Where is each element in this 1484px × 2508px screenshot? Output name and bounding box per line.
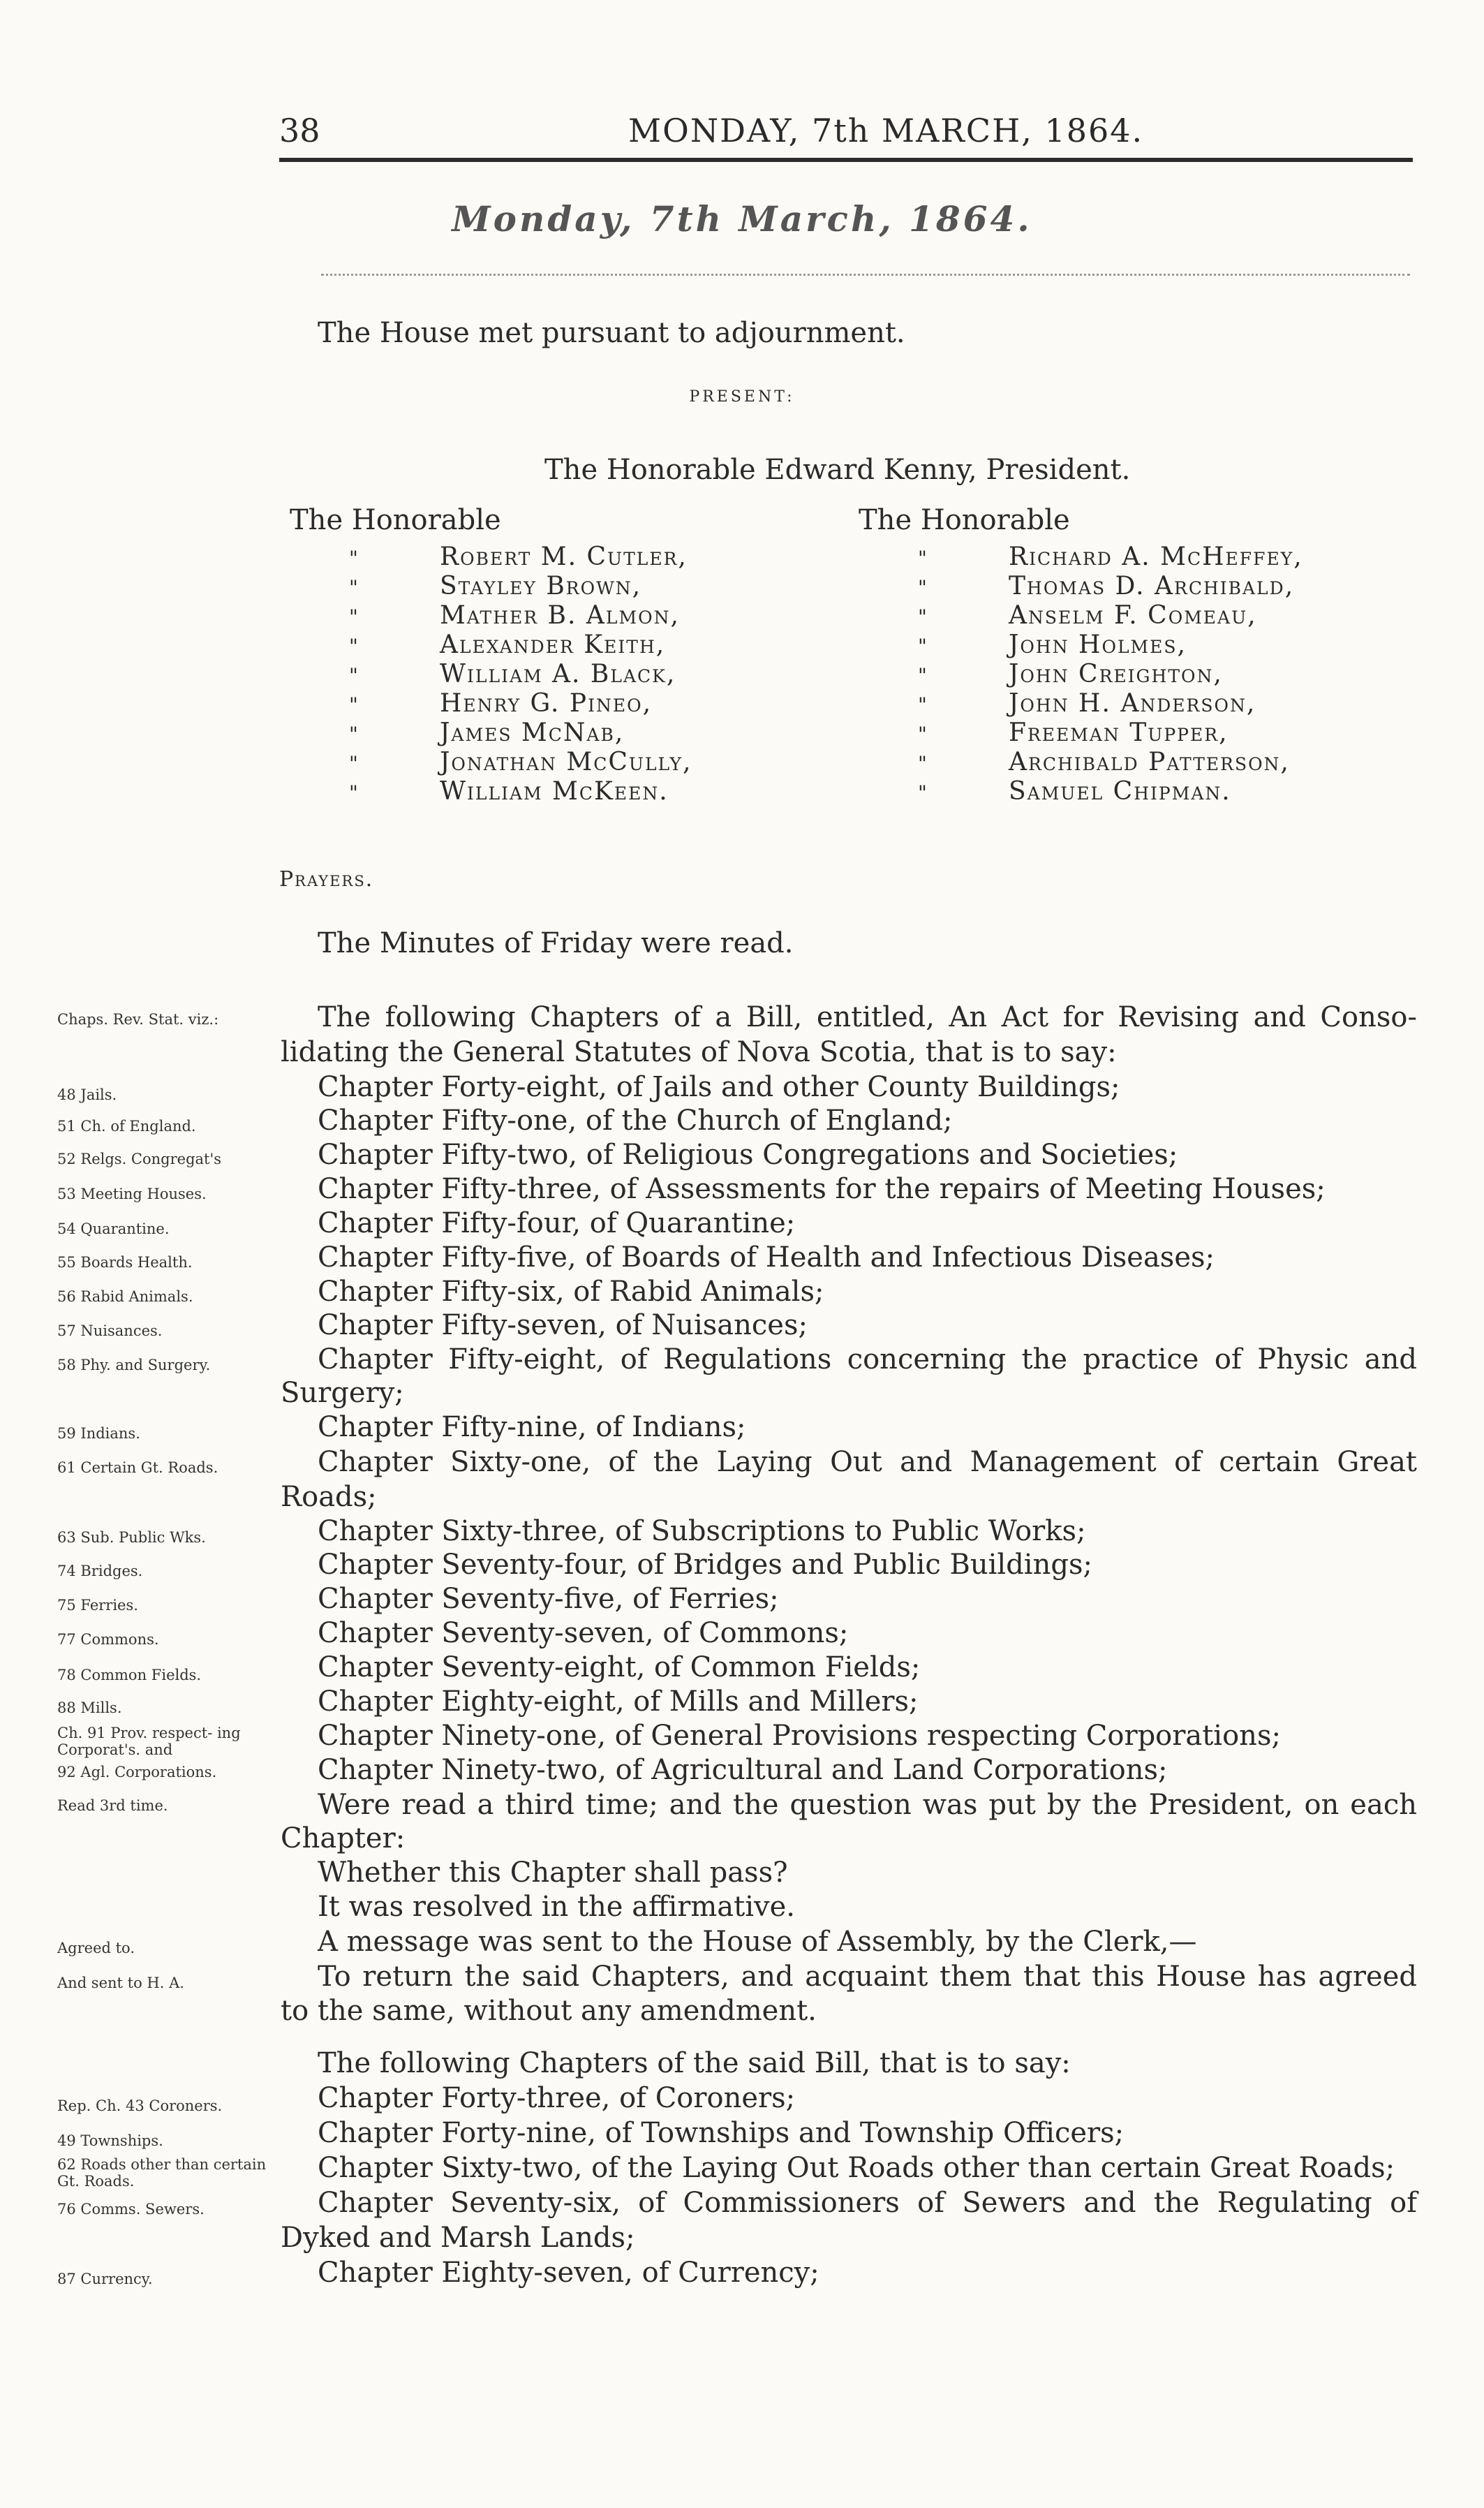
ditto-mark: "	[918, 781, 927, 804]
member-name: John H. Anderson,	[1009, 689, 1256, 718]
member-row	[290, 543, 688, 570]
member-row	[290, 777, 669, 805]
margin-note: 61 Certain Gt. Roads.	[57, 1459, 218, 1476]
member-name: William McKeen.	[440, 777, 669, 806]
member-row	[859, 777, 1231, 805]
body-line: The following Chapters of a Bill, entitled, An Act for Revising and Conso-	[318, 1001, 1417, 1033]
body-line: Chapter Eighty-eight, of Mills and Millers;	[318, 1685, 919, 1718]
body-line: Chapter Seventy-eight, of Common Fields;	[318, 1651, 921, 1683]
member-name: Samuel Chipman.	[1009, 777, 1231, 806]
margin-note: Chaps. Rev. Stat. viz.:	[57, 1011, 219, 1028]
body-line: Chapter Seventy-four, of Bridges and Public Buildings;	[318, 1549, 1092, 1581]
margin-note: 58 Phy. and Surgery.	[57, 1357, 211, 1373]
member-row	[290, 689, 652, 717]
body-line: Chapter Fifty-eight, of Regulations concerning the practice of Physic and	[318, 1343, 1417, 1375]
member-row	[859, 689, 1256, 717]
member-name: Jonathan McCully,	[440, 748, 692, 776]
body-line: Chapter Seventy-seven, of Commons;	[318, 1617, 849, 1649]
member-row	[290, 748, 692, 776]
body-line: Chapter Ninety-one, of General Provisions respecting Corporations;	[318, 1720, 1281, 1752]
body-line: Chapter Forty-eight, of Jails and other County Buildings;	[318, 1071, 1120, 1103]
margin-note: 76 Comms. Sewers.	[57, 2201, 205, 2218]
margin-note: 62 Roads other than certain Gt. Roads.	[57, 2156, 267, 2190]
ditto-mark: "	[349, 547, 358, 570]
member-name: Archibald Patterson,	[1009, 748, 1290, 776]
ditto-mark: "	[349, 781, 358, 804]
running-head: MONDAY, 7th MARCH, 1864.	[628, 112, 1144, 149]
member-name: Robert M. Cutler,	[440, 543, 688, 571]
margin-note: 56 Rabid Animals.	[57, 1288, 193, 1305]
body-line: Chapter Fifty-one, of the Church of England;	[318, 1105, 953, 1137]
body-line: A message was sent to the House of Assembly, by the Clerk,—	[318, 1926, 1197, 1958]
margin-note: 87 Currency.	[57, 2271, 153, 2287]
body-line: Chapter Fifty-seven, of Nuisances;	[318, 1309, 808, 1341]
body-line: Surgery;	[281, 1377, 404, 1409]
ditto-mark: "	[918, 723, 927, 746]
title-divider	[321, 274, 1410, 279]
ditto-mark: "	[349, 752, 358, 775]
body-line: Chapter Sixty-one, of the Laying Out and Management of certain Great	[318, 1446, 1417, 1478]
body-line: Chapter Sixty-three, of Subscriptions to Public Works;	[318, 1515, 1086, 1547]
margin-note: 88 Mills.	[57, 1699, 122, 1716]
members-left-column	[290, 504, 848, 839]
margin-note: 75 Ferries.	[57, 1597, 138, 1614]
margin-note: Ch. 91 Prov. respect- ing Corporat's. and	[57, 1725, 241, 1758]
margin-note: 52 Relgs. Congregat's	[57, 1151, 222, 1167]
member-row	[859, 630, 1187, 658]
ditto-mark: "	[918, 693, 927, 716]
member-name: Anselm F. Comeau,	[1009, 601, 1257, 630]
body-line: Chapter Fifty-nine, of Indians;	[318, 1411, 746, 1443]
margin-note: Agreed to.	[57, 1940, 135, 1956]
present-label: PRESENT:	[689, 388, 795, 406]
header-rule	[279, 158, 1413, 162]
ditto-mark: "	[918, 576, 927, 599]
minutes-line: The Minutes of Friday were read.	[318, 927, 794, 959]
ditto-mark: "	[349, 723, 358, 746]
member-row	[859, 718, 1229, 746]
member-row	[859, 572, 1294, 600]
body-line: Chapter Ninety-two, of Agricultural and Land Corporations;	[318, 1754, 1168, 1786]
member-name: Richard A. McHeffey,	[1009, 543, 1303, 571]
body-line: Chapter Seventy-six, of Commissioners of Sewers and the Regulating of	[318, 2187, 1417, 2219]
margin-note: 77 Commons.	[57, 1631, 159, 1648]
margin-note: 51 Ch. of England.	[57, 1118, 196, 1135]
body-line: Chapter Fifty-three, of Assessments for the repairs of Meeting Houses;	[318, 1173, 1326, 1205]
body-line: The following Chapters of the said Bill, that is to say:	[318, 2047, 1071, 2079]
body-line: Whether this Chapter shall pass?	[318, 1857, 788, 1889]
margin-note: 54 Quarantine.	[57, 1220, 170, 1237]
body-line: To return the said Chapters, and acquaint them that this House has agreed	[318, 1961, 1417, 1993]
margin-note: 92 Agl. Corporations.	[57, 1764, 217, 1780]
ditto-mark: "	[918, 547, 927, 570]
body-line: Chapter Seventy-five, of Ferries;	[318, 1583, 779, 1615]
member-row	[290, 601, 680, 629]
member-row	[859, 748, 1290, 776]
body-line: Chapter:	[281, 1822, 406, 1854]
body-line: It was resolved in the affirmative.	[318, 1891, 796, 1923]
margin-note: 57 Nuisances.	[57, 1322, 163, 1339]
margin-note: 59 Indians.	[57, 1425, 140, 1442]
margin-note: 48 Jails.	[57, 1086, 117, 1103]
margin-note: And sent to H. A.	[57, 1975, 184, 1991]
member-name: Stayley Brown,	[440, 572, 642, 600]
ditto-mark: "	[349, 635, 358, 658]
member-name: Alexander Keith,	[440, 630, 666, 659]
member-row	[859, 660, 1223, 688]
ditto-mark: "	[349, 576, 358, 599]
member-name: Mather B. Almon,	[440, 601, 680, 630]
body-line: to the same, without any amendment.	[281, 1995, 817, 2027]
ditto-mark: "	[349, 693, 358, 716]
ditto-mark: "	[349, 605, 358, 628]
members-right-column	[859, 504, 1431, 839]
member-name: John Holmes,	[1009, 630, 1187, 659]
member-name: James McNab,	[440, 718, 625, 747]
member-name: William A. Black,	[440, 660, 676, 688]
ditto-mark: "	[918, 635, 927, 658]
member-name: Freeman Tupper,	[1009, 718, 1229, 747]
margin-note: 53 Meeting Houses.	[57, 1186, 207, 1202]
ditto-mark: "	[918, 605, 927, 628]
body-line: Chapter Forty-nine, of Townships and Township Officers;	[318, 2117, 1125, 2149]
margin-note: 63 Sub. Public Wks.	[57, 1529, 206, 1546]
member-row	[859, 601, 1257, 629]
body-line: Chapter Fifty-two, of Religious Congregations and Societies;	[318, 1139, 1178, 1171]
member-row	[290, 660, 676, 688]
prayers-heading: Prayers.	[279, 867, 374, 892]
margin-note: 55 Boards Health.	[57, 1254, 193, 1271]
body-line: Chapter Fifty-four, of Quarantine;	[318, 1207, 796, 1239]
member-row	[859, 543, 1303, 570]
margin-note: 49 Townships.	[57, 2132, 163, 2149]
member-row	[290, 630, 665, 658]
margin-note: 78 Common Fields.	[57, 1667, 202, 1683]
body-line: Chapter Sixty-two, of the Laying Out Roads other than certain Great Roads;	[318, 2152, 1395, 2184]
date-title: Monday, 7th March, 1864.	[452, 198, 1032, 239]
member-row	[290, 572, 641, 600]
ditto-mark: "	[918, 752, 927, 775]
president-line: The Honorable Edward Kenny, President.	[544, 454, 1131, 486]
right-column-heading: The Honorable	[859, 504, 1070, 536]
opening-line: The House met pursuant to adjournment.	[318, 317, 905, 349]
body-line: Chapter Fifty-six, of Rabid Animals;	[318, 1276, 824, 1308]
margin-note: 74 Bridges.	[57, 1563, 143, 1579]
body-line: Chapter Fifty-five, of Boards of Health and Infectious Diseases;	[318, 1241, 1215, 1274]
ditto-mark: "	[918, 664, 927, 687]
margin-note: Read 3rd time.	[57, 1797, 168, 1814]
member-name: Henry G. Pineo,	[440, 689, 653, 718]
body-line: Chapter Forty-three, of Coroners;	[318, 2082, 796, 2114]
ditto-mark: "	[349, 664, 358, 687]
left-column-heading: The Honorable	[290, 504, 501, 536]
member-row	[290, 718, 624, 746]
margin-note: Rep. Ch. 43 Coroners.	[57, 2097, 223, 2114]
page-number: 38	[279, 112, 320, 149]
member-name: John Creighton,	[1009, 660, 1223, 688]
body-line: Chapter Eighty-seven, of Currency;	[318, 2257, 819, 2289]
member-name: Thomas D. Archibald,	[1009, 572, 1295, 600]
body-line: lidating the General Statutes of Nova Scotia, that is to say:	[281, 1036, 1117, 1068]
body-line: Dyked and Marsh Lands;	[281, 2222, 635, 2254]
body-line: Roads;	[281, 1481, 377, 1513]
body-line: Were read a third time; and the question was put by the President, on each	[318, 1789, 1417, 1821]
